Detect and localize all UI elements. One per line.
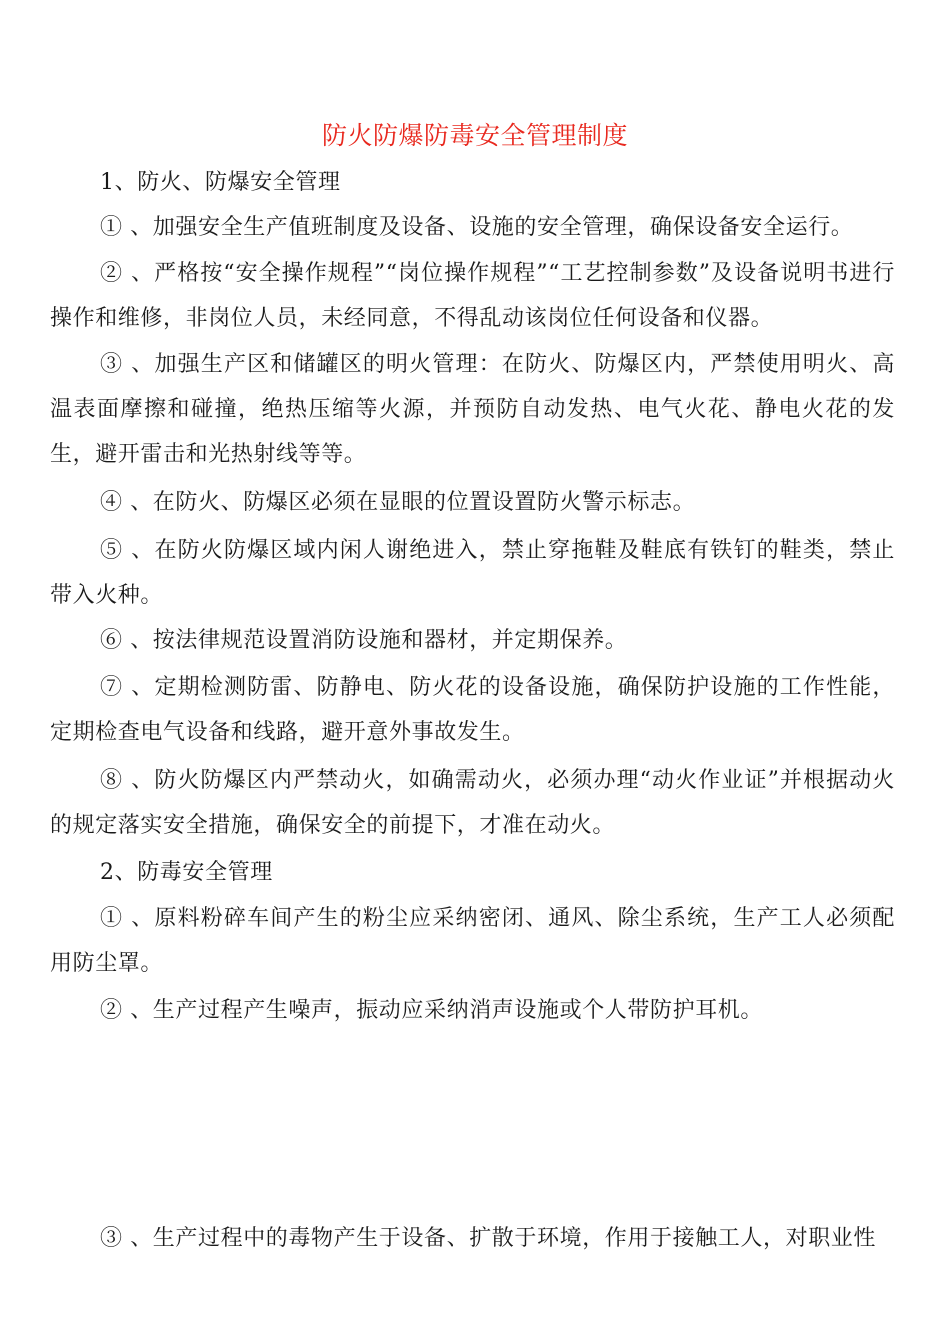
paragraph-item: ⑦ 、定期检测防雷、防静电、防火花的设备设施，确保防护设施的工作性能，定期检查电气设备和线路，避开意外事故发生。 [50, 675, 895, 745]
paragraph-item: ⑧ 、防火防爆区内严禁动火，如确需动火，必须办理“动火作业证”并根据动火的规定落实安全措施，确保安全的前提下，才准在动火。 [50, 768, 895, 838]
section-heading-fire-explosion: 1、防火、防爆安全管理 [100, 170, 341, 195]
section-heading-poison: 2、防毒安全管理 [100, 860, 273, 885]
paragraph-item: ② 、严格按“安全操作规程”“岗位操作规程”“工艺控制参数”及设备说明书进行操作和维修，非岗位人员，未经同意，不得乱动该岗位任何设备和仪器。 [50, 261, 895, 331]
paragraph-item: ② 、生产过程产生噪声，振动应采纳消声设施或个人带防护耳机。 [100, 998, 763, 1023]
paragraph-item: ③ 、加强生产区和储罐区的明火管理：在防火、防爆区内，严禁使用明火、高温表面摩擦和碰撞，绝热压缩等火源，并预防自动发热、电气火花、静电火花的发生，避开雷击和光热射线等等。 [50, 352, 895, 467]
paragraph-item: ③ 、生产过程中的毒物产生于设备、扩散于环境，作用于接触工人，对职业性 [100, 1226, 876, 1251]
paragraph-item: ① 、加强安全生产值班制度及设备、设施的安全管理，确保设备安全运行。 [100, 215, 854, 240]
paragraph-item: ① 、原料粉碎车间产生的粉尘应采纳密闭、通风、除尘系统，生产工人必须配用防尘罩。 [50, 906, 895, 976]
paragraph-item: ④ 、在防火、防爆区必须在显眼的位置设置防火警示标志。 [100, 490, 696, 515]
paragraph-item: ⑤ 、在防火防爆区域内闲人谢绝进入，禁止穿拖鞋及鞋底有铁钉的鞋类，禁止带入火种。 [50, 538, 895, 608]
document-title: 防火防爆防毒安全管理制度 [321, 121, 628, 150]
paragraph-item: ⑥ 、按法律规范设置消防设施和器材，并定期保养。 [100, 628, 628, 653]
